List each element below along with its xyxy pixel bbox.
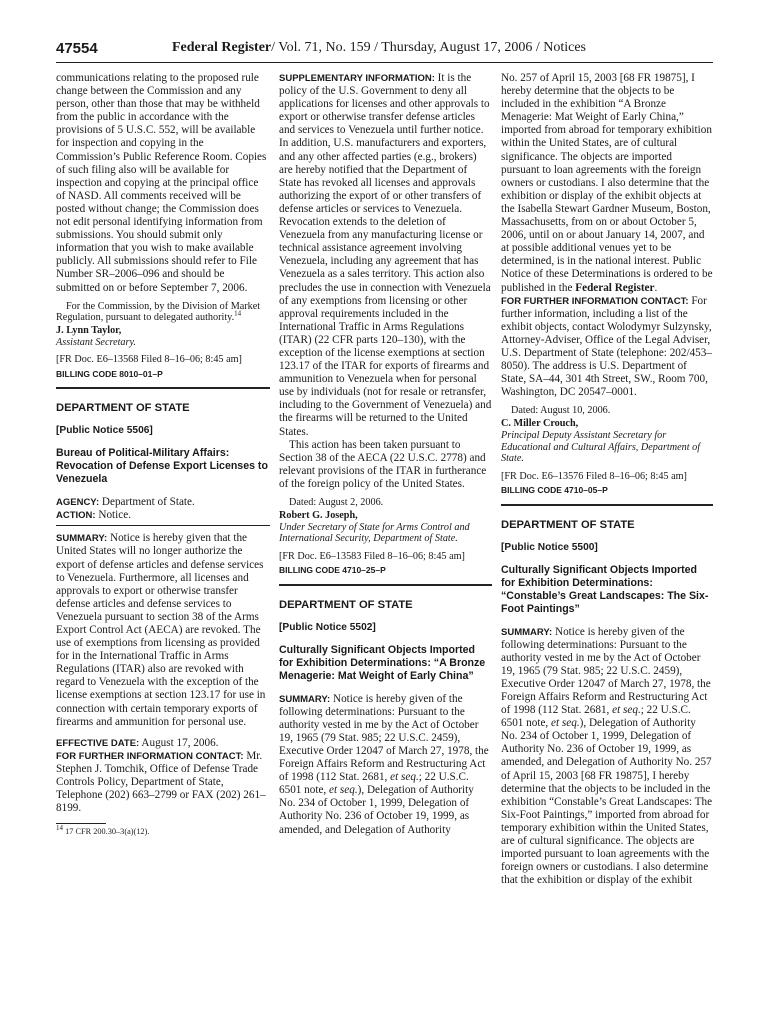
page-number: 47554 bbox=[56, 40, 98, 57]
section-divider bbox=[279, 584, 492, 586]
contact-paragraph: FOR FURTHER INFORMATION CONTACT: Mr. Stephen J. Tomchik, Office of Defense Trade Controls Policy, Department of State, Telephone (202) 663–2799 or FAX (202) 261–8199. bbox=[56, 749, 266, 815]
action-line: ACTION: Notice. bbox=[56, 509, 131, 522]
effective-date: EFFECTIVE DATE: August 17, 2006. bbox=[56, 736, 219, 749]
billing-code: BILLING CODE 4710–05–P bbox=[501, 485, 608, 496]
agency-line: AGENCY: Department of State. bbox=[56, 496, 195, 509]
notice-title: Bureau of Political-Military Affairs: Revocation of Defense Export Licenses to Venezuela bbox=[56, 447, 268, 486]
footnote: $^{14}$ 17 CFR 200.30–3(a)(12). bbox=[56, 824, 150, 837]
fr-doc-line: [FR Doc. E6–13583 Filed 8–16–06; 8:45 am] bbox=[279, 550, 465, 562]
commission-authority: For the Commission, by the Division of Market Regulation, pursuant to delegated authority.$^{14}$ bbox=[56, 300, 261, 324]
fr-doc-line: [FR Doc. E6–13576 Filed 8–16–06; 8:45 am] bbox=[501, 470, 687, 482]
public-notice-number: [Public Notice 5500] bbox=[501, 541, 598, 553]
comment-paragraph: communications relating to the proposed rule change between the Commission and any person, other than those that may be withheld from the public in accordance with the provisions of 5 U.S.C. 552, will be available for inspection and copying in the Commission’s Public Reference Room. Copies of such filing also will be available for inspection and copying at the principal office of NASD. All comments received will be posted without change; the Commission does not edit personal identifying information from submissions. You should submit only information that you wish to make available publicly. All submissions should refer to File Number SR–2006–096 and should be submitted on or before September 7, 2006. bbox=[56, 72, 267, 294]
public-notice-number: [Public Notice 5502] bbox=[279, 621, 376, 633]
signer-name: Robert G. Joseph, bbox=[279, 509, 358, 521]
contact-paragraph: FOR FURTHER INFORMATION CONTACT: For further information, including a list of the exhibit objects, contact Wolodymyr Sulzynsky, Attorney-Adviser, Office of the Legal Adviser, U.S. Department of State (telephone: 202/453–8050). The address is U.S. Department of State, SA–44, 301 4th Street, SW., Room 700, Washington, DC 20547–0001. bbox=[501, 294, 712, 399]
column-2 bbox=[279, 72, 492, 837]
running-title bbox=[172, 40, 586, 56]
rule-line bbox=[56, 525, 270, 526]
column-1 bbox=[56, 72, 270, 837]
page-header bbox=[56, 40, 713, 63]
signer-title: Under Secretary of State for Arms Control and International Security, Department of State. bbox=[279, 521, 470, 545]
notice-title: Culturally Significant Objects Imported for Exhibition Determinations: “A Bronze Menagerie: Mat Weight of Early China” bbox=[279, 643, 486, 682]
department-heading: DEPARTMENT OF STATE bbox=[501, 518, 635, 531]
signer-name: C. Miller Crouch, bbox=[501, 417, 579, 429]
summary-paragraph: SUMMARY: Notice is hereby given that the United States will no longer authorize the export of defense articles and defense services to Venezuela. Furthermore, all licenses and approvals to export or otherwise transfer defense articles and defense services to Venezuela pursuant to section 38 of the Arms Export Control Act (AECA) are revoked. The use of exemptions from licensing as provided for in the International Traffic in Arms Regulations (ITAR) also are revoked with regard to Venezuela with the exception of the license exemptions at section 123.17 for use in connection with certain temporary exports of firearms and ammunition for personal use. bbox=[56, 532, 266, 728]
department-heading: DEPARTMENT OF STATE bbox=[279, 598, 413, 611]
summary-paragraph: SUMMARY: Notice is hereby given of the following determinations: Pursuant to the authority vested in me by the Act of October 19, 1965 (79 Stat. 985; 22 U.S.C. 2459), Executive Order 12047 of March 27, 1978, the Foreign Affairs Reform and Restructuring Act of 1998 (112 Stat. 2681, et seq.; 22 U.S.C. 6501 note, et seq.), Delegation of Authority No. 234 of October 1, 1999, Delegation of Authority No. 236 of October 19, 1999, as amended, and Delegation of Authority No. 257 of April 15, 2003 [68 FR 19875], I hereby determine that the objects to be included in the exhibition “Constable’s Great Landscapes: The Six-Foot Paintings,” imported from abroad for temporary exhibition within the United States, are of cultural significance. The objects are imported pursuant to loan agreements with the foreign owners or custodians. I also determine that the exhibition or display of the exhibit bbox=[501, 625, 713, 887]
footnote-ref: 14 bbox=[234, 309, 242, 318]
dated-line: Dated: August 10, 2006. bbox=[511, 405, 611, 417]
public-notice-number: [Public Notice 5506] bbox=[56, 425, 153, 437]
summary-paragraph: SUMMARY: Notice is hereby given of the following determinations: Pursuant to the authority vested in me by the Act of October 19, 1965 (79 Stat. 985; 22 U.S.C. 2459), Executive Order 12047 of March 27, 1978, the Foreign Affairs Reform and Restructuring Act of 1998 (112 Stat. 2681, et seq.; 22 U.S.C. 6501 note, et seq.), Delegation of Authority No. 234 of October 1, 1999, Delegation of Authority No. 236 of October 19, 1999, as amended, and Delegation of Authority bbox=[279, 692, 489, 836]
department-heading: DEPARTMENT OF STATE bbox=[56, 402, 190, 415]
journal-name: Federal Register bbox=[172, 40, 272, 55]
determination-paragraph: No. 257 of April 15, 2003 [68 FR 19875], I hereby determine that the objects to be included in the exhibition “A Bronze Menagerie: Mat Weight of Early China,” imported from abroad for temporary exhibition within the United States, are of cultural significance. The objects are imported pursuant to loan agreements with the foreign owners or custodians. I also determine that the exhibition or display of the exhibit objects at the Isabella Stewart Gardner Museum, Boston, Massachusetts, from on or about October 5, 2006, until on or about January 14, 2007, and at possible additional venues yet to be determined, is in the national interest. Public Notice of these Determinations is ordered to be published in the Federal Register. bbox=[501, 72, 713, 294]
section-divider bbox=[501, 504, 713, 506]
section-divider bbox=[56, 387, 270, 389]
issue-citation: / Vol. 71, No. 159 / Thursday, August 17, 2006 / Notices bbox=[271, 40, 587, 55]
signer-title: Assistant Secretary. bbox=[56, 336, 136, 348]
signer-title: Principal Deputy Assistant Secretary for Educational and Cultural Affairs, Department of State. bbox=[501, 430, 701, 465]
signer-name: J. Lynn Taylor, bbox=[56, 324, 122, 336]
fr-doc-line: [FR Doc. E6–13568 Filed 8–16–06; 8:45 am] bbox=[56, 354, 242, 366]
supplementary-info: SUPPLEMENTARY INFORMATION: It is the policy of the U.S. Government to deny all applications for licenses and other approvals to export or otherwise transfer defense articles and services to Venezuela until further notice. In addition, U.S. manufacturers and exporters, and any other affected parties (e.g., brokers) are hereby notified that the Department of State has revoked all licenses and approvals authorizing the export of or other transfers of defense articles or services to Venezuela. Revocation extends to the deletion of Venezuela from any manufacturing license or technical assistance agreement involving Venezuela, including any agreement that has Venezuela as a sales territory. This action also precludes the use in connection with Venezuela of any exemptions from licensing or other approval requirements included in the International Traffic in Arms Regulations (ITAR) (22 CFR parts 120–130), with the exception of the license exemptions at section 123.17 of the ITAR for exports of firearms and ammunition to Venezuela when for personal use by individuals (not for resale or retransfer, including to the Government of Venezuela) and the firearms will be returned to the United States. bbox=[279, 72, 492, 438]
billing-code: BILLING CODE 8010–01–P bbox=[56, 369, 163, 380]
notice-title: Culturally Significant Objects Imported for Exhibition Determinations: “Constable’s Great Landscapes: The Six-Foot Paintings” bbox=[501, 563, 709, 615]
footnote-rule bbox=[56, 823, 106, 824]
billing-code: BILLING CODE 4710–25–P bbox=[279, 565, 386, 576]
column-3 bbox=[501, 72, 713, 887]
authority-paragraph: This action has been taken pursuant to Section 38 of the AECA (22 U.S.C. 2778) and relevant provisions of the ITAR in furtherance of the foreign policy of the United States. bbox=[279, 438, 487, 490]
dated-line: Dated: August 2, 2006. bbox=[289, 497, 384, 508]
